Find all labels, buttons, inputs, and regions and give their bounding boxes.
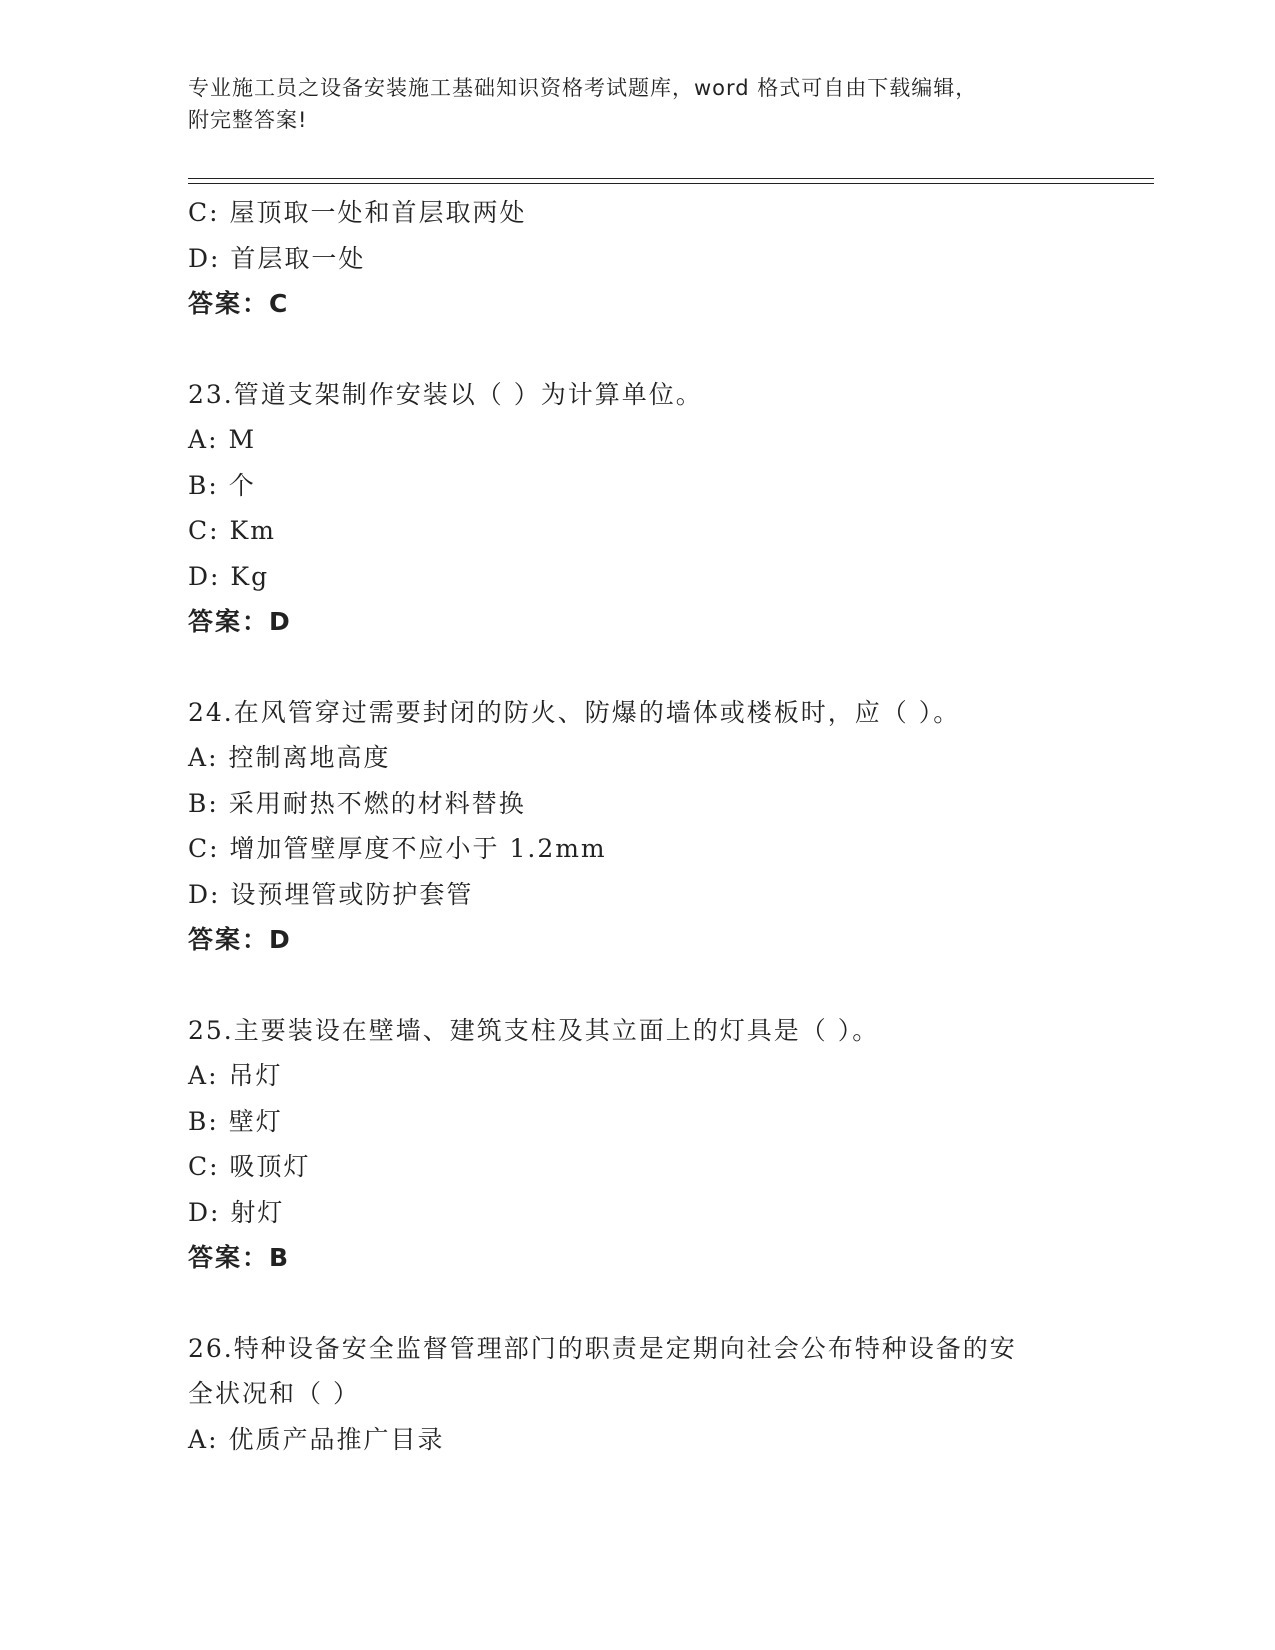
question-23 [188,372,1128,645]
option-d: D: 射灯 [188,1197,285,1227]
answer: 答案：D [188,925,292,954]
option-c: C: Km [188,516,276,545]
option-b: B: 个 [188,470,256,500]
option-b: B: 采用耐热不燃的材料替换 [188,788,526,818]
header-line-1: 专业施工员之设备安装施工基础知识资格考试题库，word 格式可自由下载编辑， [188,76,978,100]
option-b: B: 壁灯 [188,1106,283,1136]
question-22-partial [188,190,1128,327]
header-rule-top [188,178,1154,179]
option-a: A: 控制离地高度 [188,743,391,772]
answer: 答案：D [188,607,292,636]
option-d: D: 首层取一处 [188,243,366,273]
header-line-2: 附完整答案! [188,108,308,132]
question-list [188,190,1128,1462]
page-header [188,72,1068,136]
question-text: 23.管道支架制作安装以（ ）为计算单位。 [188,379,703,409]
option-a: A: M [188,425,257,454]
question-26 [188,1326,1128,1463]
question-24 [188,690,1128,963]
answer: 答案：B [188,1243,291,1272]
option-d: D: 设预埋管或防护套管 [188,879,474,909]
option-c: C: 屋顶取一处和首层取两处 [188,198,527,227]
question-25 [188,1008,1128,1281]
option-d: D: Kg [188,561,270,591]
option-c: C: 吸顶灯 [188,1152,311,1181]
question-text-line-2: 全状况和（ ） [188,1379,360,1408]
header-rule-bottom [188,183,1154,184]
option-c: C: 增加管壁厚度不应小于 1.2mm [188,834,607,863]
answer: 答案：C [188,289,290,318]
question-text: 24.在风管穿过需要封闭的防火、防爆的墙体或楼板时，应（ ）。 [188,697,961,727]
option-a: A: 吊灯 [188,1061,283,1090]
question-text-line-1: 26.特种设备安全监督管理部门的职责是定期向社会公布特种设备的安 [188,1333,1017,1363]
option-a: A: 优质产品推广目录 [188,1424,445,1454]
question-text: 25.主要装设在壁墙、建筑支柱及其立面上的灯具是（ ）。 [188,1015,880,1045]
